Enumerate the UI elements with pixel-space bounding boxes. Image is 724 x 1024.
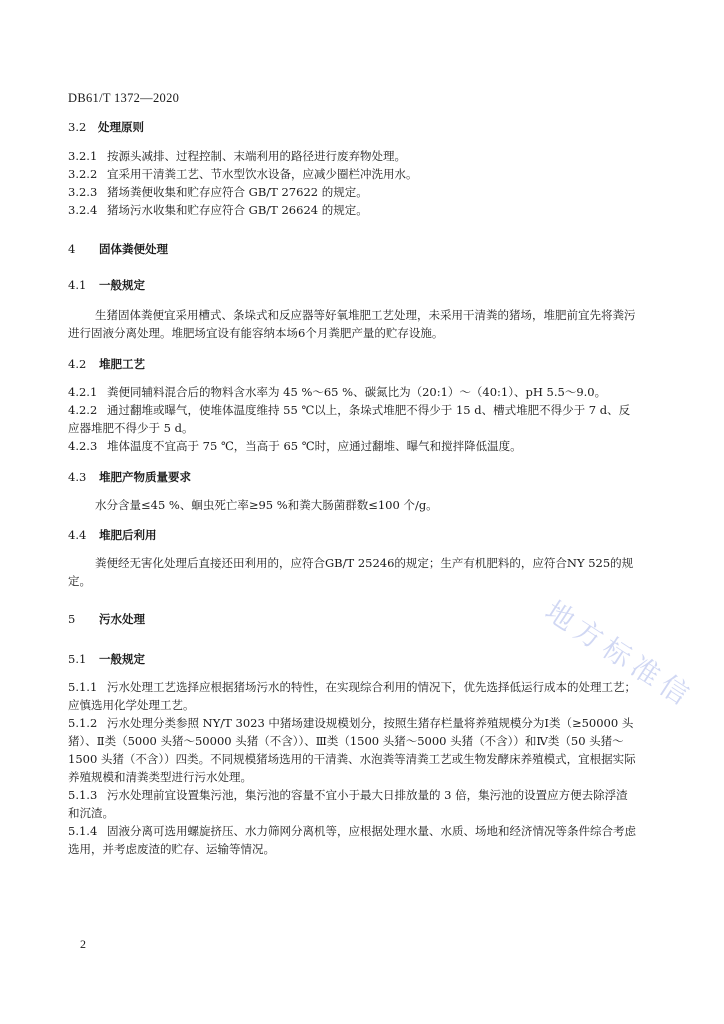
heading-number: 3.2	[68, 120, 87, 134]
clause-3-2-1: 3.2.1 按源头减排、过程控制、末端利用的路径进行废弃物处理。	[68, 149, 406, 163]
heading-5: 5 污水处理	[68, 612, 145, 626]
heading-title: 固体粪便处理	[99, 242, 168, 256]
heading-3-2	[68, 118, 144, 136]
heading-number: 4	[68, 242, 76, 256]
heading-4-2: 4.2 堆肥工艺	[68, 357, 145, 371]
heading-5-1: 5.1 一般规定	[68, 652, 145, 666]
clause-3-2-4: 3.2.4 猪场污水收集和贮存应符合 GB/T 26624 的规定。	[68, 203, 368, 217]
clause-3-2-2: 3.2.2 宜采用干清粪工艺、节水型饮水设备，应减少圈栏冲洗用水。	[68, 167, 418, 181]
clause-4-2-1: 4.2.1 粪便同辅料混合后的物料含水率为 45 %～65 %、碳氮比为（20:1）～（40:1）、pH 5.5～9.0。	[68, 385, 607, 399]
clause-5-1-1: 5.1.1 污水处理工艺选择应根据猪场污水的特性，在实现综合利用的情况下，优先选择低运行成本的处理工艺；应慎选用化学处理工艺。	[68, 680, 636, 712]
heading-4-1: 4.1 一般规定	[68, 278, 145, 292]
heading-title: 处理原则	[98, 120, 144, 134]
heading-4	[68, 240, 168, 258]
paragraph-4-3: 水分含量≤45 %、蛔虫死亡率≥95 %和粪大肠菌群数≤100 个/g。	[95, 498, 438, 512]
clause-5-1-4: 5.1.4 固液分离可选用螺旋挤压、水力筛网分离机等，应根据处理水量、水质、场地和经济情况等条件综合考虑选用，并考虑废渣的贮存、运输等情况。	[68, 824, 636, 856]
paragraph-4-1: 生猪固体粪便宜采用槽式、条垛式和反应器等好氧堆肥工艺处理，未采用干清粪的猪场，堆肥前宜先将粪污进行固液分离处理。堆肥场宜设有能容纳本场6个月粪肥产量的贮存设施。	[68, 308, 636, 340]
clause-4-2-3: 4.2.3 堆体温度不宜高于 75 ℃，当高于 65 ℃时，应通过翻堆、曝气和搅拌降低温度。	[68, 439, 522, 453]
clause-3-2-3: 3.2.3 猪场粪便收集和贮存应符合 GB/T 27622 的规定。	[68, 185, 368, 199]
document-code: DB61/T 1372—2020	[68, 91, 180, 105]
watermark: 地方标准信	[539, 594, 700, 715]
clause-5-1-2: 5.1.2 污水处理分类参照 NY/T 3023 中猪场建设规模划分，按照生猪存栏量将养殖规模分为Ⅰ类（≥50000 头猪）、Ⅱ类（5000 头猪～50000 头猪（不含））、Ⅲ类（1500 头猪～5000 头猪（不含））和Ⅳ类（50 头猪～1500 头猪（不含））四类。不同规模猪场选用的干清粪、水泡粪等清粪工艺或生物发酵床养殖模式，宜根据实际养殖规模和清粪类型进行污水处理。	[68, 716, 636, 784]
heading-4-4: 4.4 堆肥后利用	[68, 528, 157, 542]
page-number: 2	[80, 937, 86, 951]
clause-5-1-3: 5.1.3 污水处理前宜设置集污池，集污池的容量不宜小于最大日排放量的 3 倍，集污池的设置应方便去除浮渣和沉渣。	[68, 788, 628, 820]
clause-4-2-2: 4.2.2 通过翻堆或曝气，使堆体温度维持 55 ℃以上，条垛式堆肥不得少于 15 d、槽式堆肥不得少于 7 d、反应器堆肥不得少于 5 d。	[68, 403, 631, 435]
paragraph-4-4: 粪便经无害化处理后直接还田利用的，应符合GB/T 25246的规定；生产有机肥料的，应符合NY 525的规定。	[68, 556, 634, 588]
heading-4-3: 4.3 堆肥产物质量要求	[68, 470, 191, 484]
